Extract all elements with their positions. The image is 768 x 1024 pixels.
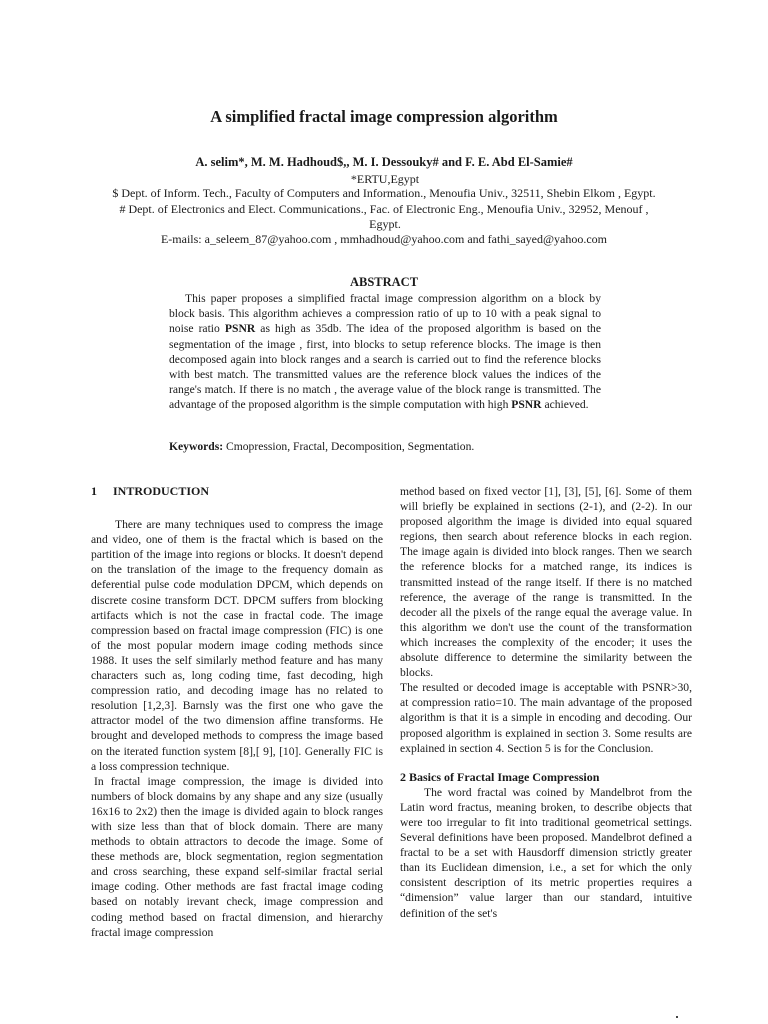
- keywords-text: Cmopression, Fractal, Decomposition, Segmentation.: [223, 440, 475, 453]
- author-list: A. selim*, M. M. Hadhoud$,, M. I. Dessouky# and F. E. Abd El-Samie#: [195, 155, 573, 169]
- abstract-text-3: achieved.: [541, 398, 589, 412]
- abstract-heading: ABSTRACT: [349, 275, 419, 289]
- abstract-psnr-1: PSNR: [224, 322, 256, 336]
- author-emails: E-mails: a_seleem_87@yahoo.com , mmhadhoud@yahoo.com and fathi_sayed@yahoo.com: [160, 232, 608, 246]
- abstract-psnr-2: PSNR: [511, 398, 542, 412]
- keywords-label: Keywords:: [169, 440, 224, 453]
- section-2-heading: 2 Basics of Fractal Image Compression: [400, 769, 600, 784]
- section-1-heading: [91, 484, 383, 499]
- paper-title: A simplified fractal image compression algorithm: [210, 107, 558, 126]
- abstract-text-1: This paper proposes a simplified fractal image compression algorithm on a block by block basis. This algorithm achieves a compression ratio of up to 10 with a peak signal to noise ratio: [169, 292, 601, 336]
- intro-paragraph-3: method based on fixed vector [1], [3], [5], [6]. Some of them will briefly be explained in sections (2-1), and (2-2). In our proposed algorithm the image is divided into equal squared regions, then search about reference blocks in each region. The image again is divided into block ranges. Then we search the reference blocks for a matched range, its indices is transmitted instead of the range itself. If there is no matched reference, the average of the range is transmitted. In the decoder all the pixels of the range equal the average value. In this algorithm we don't use the count of the transformation which increases the complexity of the encoder; it uses the absolute difference to determine the similarity between the blocks.: [400, 485, 692, 680]
- left-column: [91, 484, 383, 940]
- section-2-paragraph-1: The word fractal was coined by Mandelbrot from the Latin word fractus, meaning broken, to describe objects that were too irregular to fit into traditional geometrical settings. Several definitions have been proposed. Mandelbrot defined a fractal to be a set with Hausdorff dimension strictly greater than its Euclidean dimension, i.e., a set for which the only consistent description of its metric properties requires a “dimension” value larger than our standard, intuitive definition of the set's: [400, 785, 692, 920]
- intro-paragraph-2: In fractal image compression, the image is divided into numbers of block domains by any shape and any size (usually 16x16 to 2x2) then the image is divided again to block ranges with size less than that of block domain. There are many methods to obtain attractors to decode the image. Some of these methods are, block segmentation, region segmentation and cross searching, these expand self-similar fractal serial image coding. Other methods are fast fractal image coding based on notably irevant check, image compression and coding method based on fractal dimension, and hierarchy fractal image compression: [91, 774, 383, 939]
- intro-paragraph-4: The resulted or decoded image is acceptable with PSNR>30, at compression ratio=10. The main advantage of the proposed algorithm is that it is a simple in encoding and decoding. Our proposed algorithm is explained in section 3. Some results are explained in section 4. Section 5 is for the Conclusion.: [400, 681, 692, 755]
- abstract-body: [169, 291, 601, 413]
- abstract-text-2: as high as 35db. The idea of the proposed algorithm is based on the segmentation of the image , first, into blocks to setup reference blocks. The image is then decomposed again into block ranges and a search is carried out to find the reference blocks with best match. The transmitted values are the reference block values the indices of the range's match. If there is no match , the average value of the block range is transmitted. The advantage of the proposed algorithm is the simple computation with high: [169, 322, 601, 412]
- section-1-title: INTRODUCTION: [113, 484, 210, 498]
- intro-paragraph-1: There are many techniques used to compress the image and video, one of them is the fractal which is based on the partition of the image into regions or blocks. It doesn't depend on the translation of the image to the frequency domain as deferential pulse code modulation DPCM, which depends on discrete cosine transform DCT. DPCM suffers from blocking artifacts which is not the case in fractal code. The image compression based on fractal image compression (FIC) is one of the most popular modern image coding methods since 1988. It uses the self similarly method feature and has many characters such as, long coding time, fast decoding, high compression ratio, and decoding image has no related to resolution [1,2,3]. Barnsly was the first one who gave the attractor model of the two dimension affine transforms. He brought and developed methods to compress the image based on the iterated function system [8],[ 9], [10]. Generally FIC is a loss compression technique.: [91, 518, 383, 773]
- keywords-line: [169, 440, 601, 453]
- section-1-number: 1: [91, 484, 97, 498]
- affiliation-ertu: *ERTU,Egypt: [350, 172, 420, 186]
- affiliation-inform-tech: $ Dept. of Inform. Tech., Faculty of Computers and Information., Menoufia Univ., 32511, Shebin Elkom , Egypt.: [112, 186, 656, 200]
- page-mark: [676, 1016, 678, 1018]
- affiliation-country: Egypt.: [369, 217, 401, 231]
- right-column: [400, 484, 692, 921]
- affiliation-electronics: # Dept. of Electronics and Elect. Communications., Fac. of Electronic Eng., Menoufia Univ., 32952, Menouf ,: [119, 202, 649, 216]
